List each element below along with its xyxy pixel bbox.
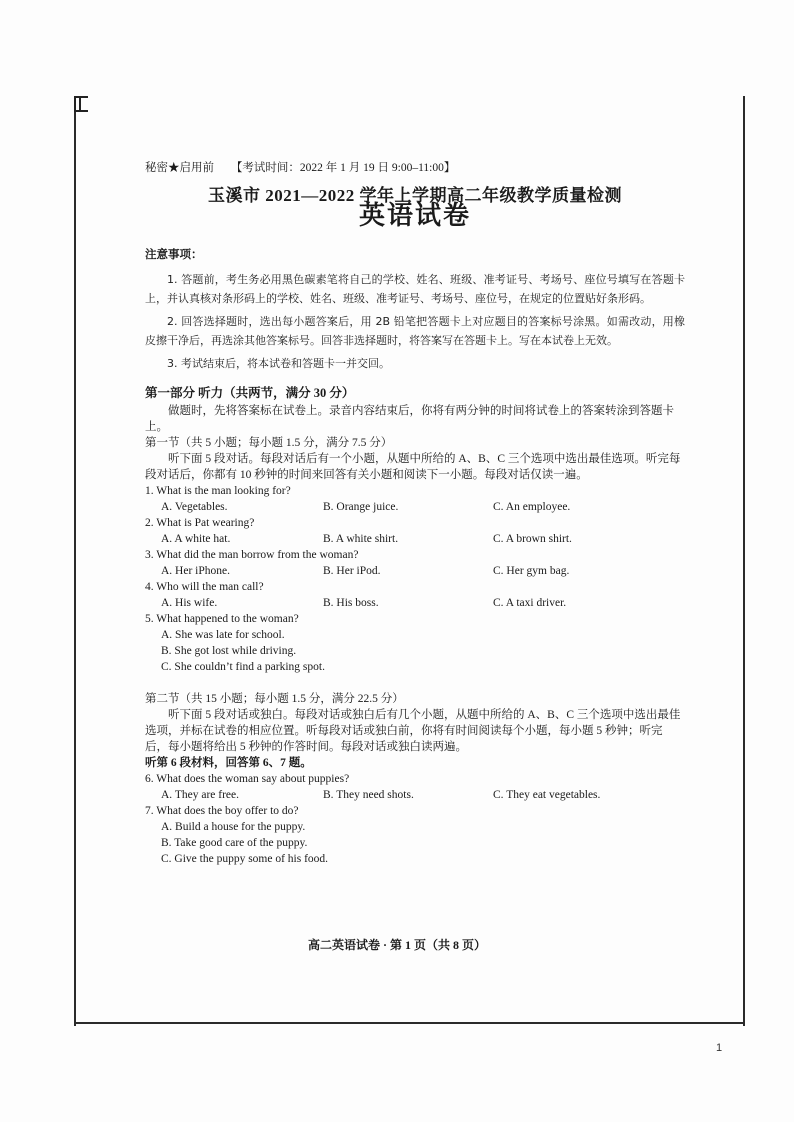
exam-subtitle: 英语试卷 — [358, 201, 471, 230]
exam-content — [145, 160, 685, 867]
option-a: A. His wife. — [161, 597, 218, 609]
notice-item: 3. 考试结束后，将本试卷和答题卡一并交回。 — [167, 357, 390, 370]
question-5 — [145, 611, 685, 675]
section1-instruction: 听下面 5 段对话。每段对话后有一个小题，从题中所给的 A、B、C 三个选项中选出最佳选项。听完每段对话后，你都有 10 秒钟的时间来回答有关小题和阅读下一小题。每段对话仅读一遍。 — [145, 453, 681, 481]
question-3 — [145, 547, 685, 579]
question-stem: 2. What is Pat wearing? — [145, 517, 255, 529]
option-a: A. She was late for school. — [161, 629, 285, 641]
option-b: B. They need shots. — [323, 789, 414, 801]
exam-time: 【考试时间：2022 年 1 月 19 日 9:00–11:00】 — [230, 162, 456, 174]
question-stem: 6. What does the woman say about puppies? — [145, 773, 350, 785]
question-2 — [145, 515, 685, 547]
page-number: 1 — [716, 1042, 723, 1054]
material-note: 听第 6 段材料，回答第 6、7 题。 — [145, 757, 312, 769]
page-footer: 高二英语试卷 · 第 1 页（共 8 页） — [307, 938, 486, 952]
question-stem: 7. What does the boy offer to do? — [145, 805, 299, 817]
scan-border-left — [74, 96, 76, 1026]
option-c: C. They eat vegetables. — [493, 789, 601, 801]
question-6 — [145, 771, 685, 803]
exam-title: 玉溪市 2021—2022 学年上学期高二年级教学质量检测 — [208, 186, 622, 205]
option-a: A. Build a house for the puppy. — [161, 821, 306, 833]
option-c: C. A brown shirt. — [493, 533, 572, 545]
option-b: B. Her iPod. — [323, 565, 381, 577]
staple-corner-mark — [74, 96, 88, 112]
exam-header-line — [145, 160, 685, 176]
options-row — [145, 787, 685, 803]
scan-border-right — [743, 96, 745, 1026]
options-row — [145, 531, 685, 547]
option-c: C. An employee. — [493, 501, 571, 513]
option-a: A. Her iPhone. — [161, 565, 230, 577]
part1-instruction: 做题时，先将答案标在试卷上。录音内容结束后，你将有两分钟的时间将试卷上的答案转涂到答题卡上。 — [145, 405, 674, 433]
option-b: B. Orange juice. — [323, 501, 399, 513]
option-c: C. She couldn’t find a parking spot. — [161, 661, 325, 673]
option-b: B. A white shirt. — [323, 533, 399, 545]
option-a: A. A white hat. — [161, 533, 231, 545]
options-row — [145, 563, 685, 579]
section2-heading: 第二节（共 15 小题；每小题 1.5 分，满分 22.5 分） — [145, 693, 404, 705]
secret-label: 秘密★启用前 — [145, 162, 214, 174]
options-row — [145, 499, 685, 515]
option-b: B. She got lost while driving. — [161, 645, 297, 657]
option-c: C. Her gym bag. — [493, 565, 570, 577]
option-c: C. A taxi driver. — [493, 597, 567, 609]
question-4 — [145, 579, 685, 611]
notice-heading: 注意事项： — [145, 247, 203, 261]
option-b: B. Take good care of the puppy. — [161, 837, 308, 849]
option-a: A. They are free. — [161, 789, 240, 801]
question-stem: 5. What happened to the woman? — [145, 613, 299, 625]
question-1 — [145, 483, 685, 515]
question-7 — [145, 803, 685, 867]
notice-item: 2. 回答选择题时，选出每小题答案后，用 2B 铅笔把答题卡上对应题目的答案标号涂黑。如需改动，用橡皮擦干净后，再选涂其他答案标号。回答非选择题时，将答案写在答题卡上。写在本试卷上无效。 — [145, 315, 685, 347]
part1-heading: 第一部分 听力（共两节，满分 30 分） — [145, 386, 355, 400]
option-a: A. Vegetables. — [161, 501, 228, 513]
scan-border-bottom — [74, 1022, 745, 1024]
section2-instruction: 听下面 5 段对话或独白。每段对话或独白后有几个小题，从题中所给的 A、B、C 三个选项中选出最佳选项，并标在试卷的相应位置。听每段对话或独白前，你将有时间阅读每个小题，每小题 5 秒钟；听完后，每小题将给出 5 秒钟的作答时间。每段对话或独白读两遍。 — [145, 709, 681, 753]
question-stem: 3. What did the man borrow from the woman? — [145, 549, 359, 561]
question-stem: 4. Who will the man call? — [145, 581, 264, 593]
option-b: B. His boss. — [323, 597, 379, 609]
notice-item: 1. 答题前，考生务必用黑色碳素笔将自己的学校、姓名、班级、准考证号、考场号、座位号填写在答题卡上，并认真核对条形码上的学校、姓名、班级、准考证号、考场号、座位号，在规定的位置贴好条形码。 — [145, 273, 685, 305]
option-c: C. Give the puppy some of his food. — [161, 853, 329, 865]
options-row — [145, 595, 685, 611]
question-stem: 1. What is the man looking for? — [145, 485, 291, 497]
section1-heading: 第一节（共 5 小题；每小题 1.5 分，满分 7.5 分） — [145, 437, 393, 449]
